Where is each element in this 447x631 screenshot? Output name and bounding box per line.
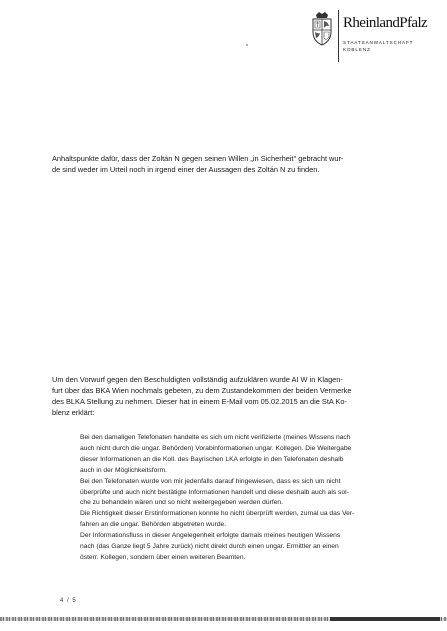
office-name: STAATSANWALTSCHAFT KOBLENZ [343, 40, 414, 52]
quote-line: dieser Informationen an die Koll. des Bayrischen LKA erfolgte in den Telefonaten deshalb [80, 455, 344, 463]
quote-line: auch in der Möglichkeitsform. [80, 466, 167, 474]
scan-edge-dark [330, 617, 440, 621]
quote-line: fahren an die ungar. Behörden abgetreten wurde. [80, 521, 227, 529]
quote-line: überprüfte und auch nicht bestätigte Informationen handelt und diese deshalb auch als sol- [80, 488, 349, 496]
text-line: Anhaltspunkte dafür, dass der Zoltán N gegen seinen Willen „in Sicherheit" gebracht wur- [52, 154, 344, 163]
email-quote [80, 433, 420, 564]
scan-speck [246, 44, 248, 46]
page-number: 4 / 5 [60, 598, 77, 604]
quote-line: österr. Kollegen, sondern über einen weiteren Beamten. [80, 553, 246, 561]
coat-of-arms-icon [310, 12, 334, 46]
text-line: Um den Vorwurf gegen den Beschuldigten vollständig aufzuklären wurde AI W in Klagen- [52, 375, 343, 384]
quote-line: Der Informationsfluss in dieser Angelegenheit erfolgte damals meines heutigen Wissens [80, 532, 341, 540]
paragraph-findings [52, 153, 414, 175]
quote-line: auch nicht durch die ungar. Behörden) Vorabinformationen ungar. Kollegen. Die Weitergabe [80, 444, 352, 452]
text-line: furt über das BKA Wien nochmals gebeten, zu dem Zustandekommen der beiden Vermerke [52, 386, 352, 395]
quote-line: nach (das Ganze liegt 5 Jahre zurück) nicht direkt durch einen ungar. Ermittler an einen [80, 543, 339, 551]
quote-line: Bei den Telefonaten wurde von mir jedenfalls darauf hingewiesen, dass es sich um nicht [80, 477, 341, 485]
quote-line: Bei den damaligen Telefonaten handelte es sich um nicht verifizierte (meines Wissens nach [80, 434, 351, 441]
text-line: des BLKA Stellung zu nehmen. Dieser hat in einem E-Mail vom 05.02.2015 an die StA Ko- [52, 397, 347, 406]
text-line: blenz erklärt: [52, 408, 95, 417]
paragraph-investigation [52, 374, 414, 418]
brand-wordmark: RheinlandPfalz [343, 15, 428, 31]
letterhead [310, 8, 442, 64]
letterhead-divider [338, 10, 339, 62]
quote-line: che zu behandeln wären und so nicht weitergegeben werden dürfen. [80, 499, 283, 507]
quote-line: Die Richtigkeit dieser Erstinformationen konnte ho nicht überprüft werden, zumal ua das Ver- [80, 510, 355, 518]
text-line: de sind weder im Urteil noch in irgend einer der Aussagen des Zoltán N zu finden. [52, 165, 320, 174]
